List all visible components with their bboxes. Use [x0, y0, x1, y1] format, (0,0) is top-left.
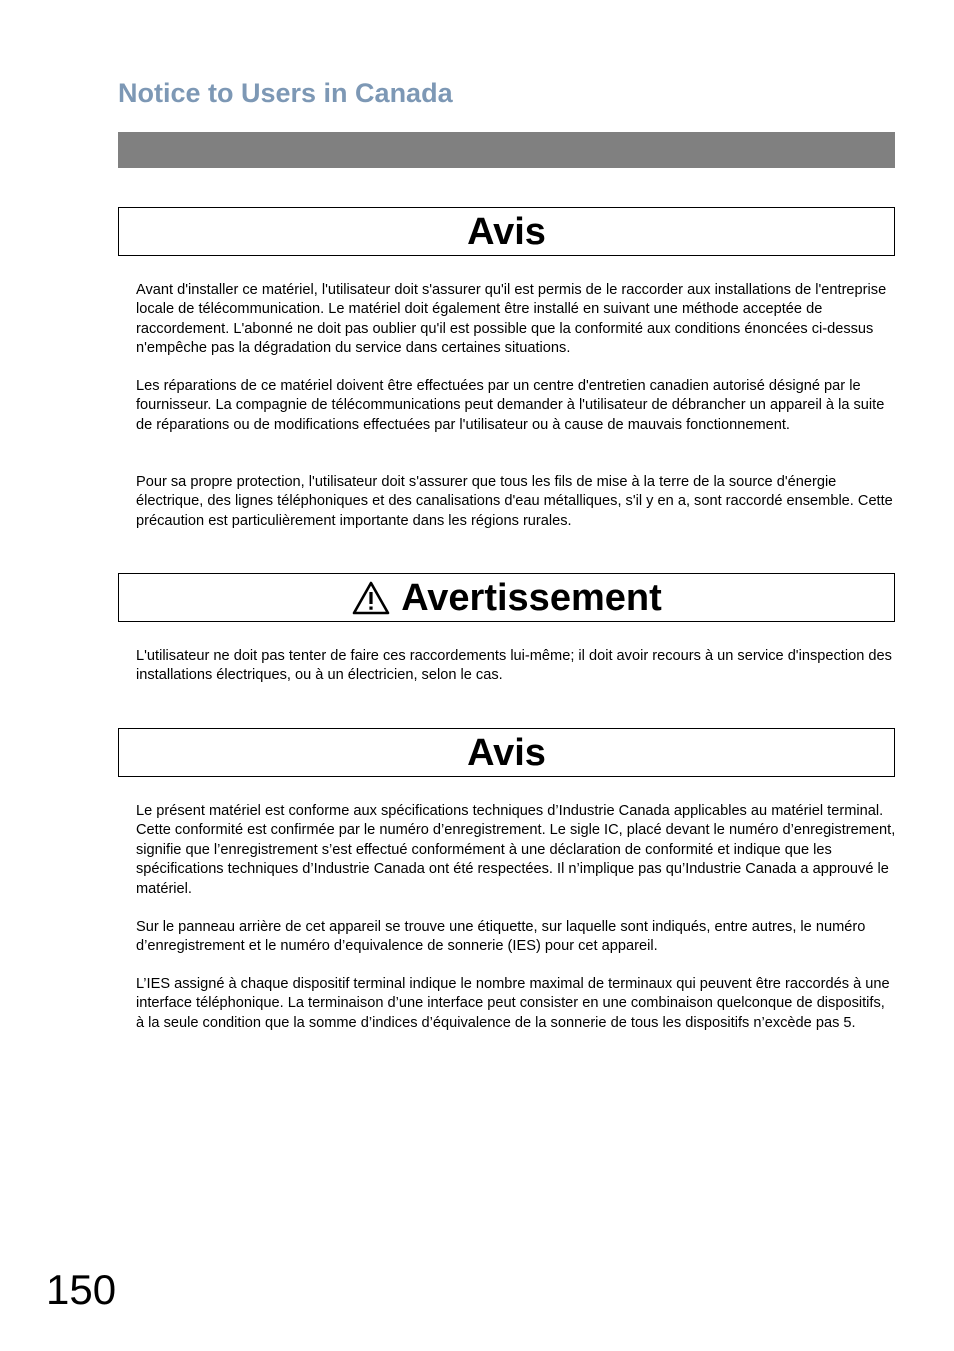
page-heading: Notice to Users in Canada [118, 78, 453, 108]
avis-1-paragraph-1: Avant d'installer ce matériel, l'utilisateur doit s'assurer qu'il est permis de le raccorder aux installations de l'entreprise locale de télécommunication. Le matériel doit également être installé en suivant une méthode acceptée de raccordement. L'abonné ne doit pas oublier qu'il est possible que la conformité aux conditions énoncées ci-dessus n'empêche pas la dégradation du service dans certaines situations. [136, 282, 887, 357]
section-divider-bar [118, 132, 895, 168]
avertissement-paragraph-1: L'utilisateur ne doit pas tenter de faire ces raccordements lui-même; il doit avoir recours à un service d'inspection des installations électriques, ou à un électricien, selon le cas. [136, 648, 892, 684]
avis-2-paragraph-3: L’IES assigné à chaque dispositif terminal indique le nombre maximal de terminaux qui peuvent être raccordés à une interface téléphonique. La terminaison d’une interface peut consister en une combinaison quelconque de dispositifs, à la seule condition que la somme d’indices d’équivalence de la sonnerie de tous les dispositifs n’excède pas 5. [136, 976, 890, 1031]
avis-title-2: Avis [467, 731, 546, 774]
avis-title-box-2 [118, 728, 895, 777]
avis-title-1: Avis [467, 210, 546, 253]
avis-1-paragraph-2: Les réparations de ce matériel doivent être effectuées par un centre d'entretien canadien autorisé désigné par le fournisseur. La compagnie de télécommunications peut demander à l'utilisateur de débrancher un appareil à la suite de réparations ou de modifications effectuées par l'utilisateur ou à cause de mauvais fonctionnement. [136, 378, 885, 433]
avertissement-title-box [118, 573, 895, 622]
avis-title-box-1 [118, 207, 895, 256]
avis-1-paragraph-3: Pour sa propre protection, l'utilisateur doit s'assurer que tous les fils de mise à la terre de la source d'énergie électrique, des lignes téléphoniques et des canalisations d'eau métalliques, s'il y en a, sont raccordé ensemble. Cette précaution est particulièrement importante dans les régions rurales. [136, 474, 893, 529]
avertissement-title: Avertissement [401, 576, 662, 619]
warning-triangle-icon [351, 580, 391, 616]
page-number: 150 [46, 1266, 117, 1313]
avis-2-paragraph-2: Sur le panneau arrière de cet appareil se trouve une étiquette, sur laquelle sont indiqués, entre autres, le numéro d’enregistrement et le numéro d’equivalence de sonnerie (IES) pour cet appareil. [136, 919, 866, 955]
avis-2-paragraph-1: Le présent matériel est conforme aux spécifications techniques d’Industrie Canada applicables au matériel terminal. Cette conformité est confirmée par le numéro d’enregistrement. Le sigle IC, placé devant le numéro d’enregistrement, signifie que l’enregistrement s’est effectué conformément à une déclaration de conformité et indique que les spécifications techniques d’Industrie Canada ont été respectées. Il n’implique pas qu’Industrie Canada a approuvé le matériel. [136, 803, 896, 897]
